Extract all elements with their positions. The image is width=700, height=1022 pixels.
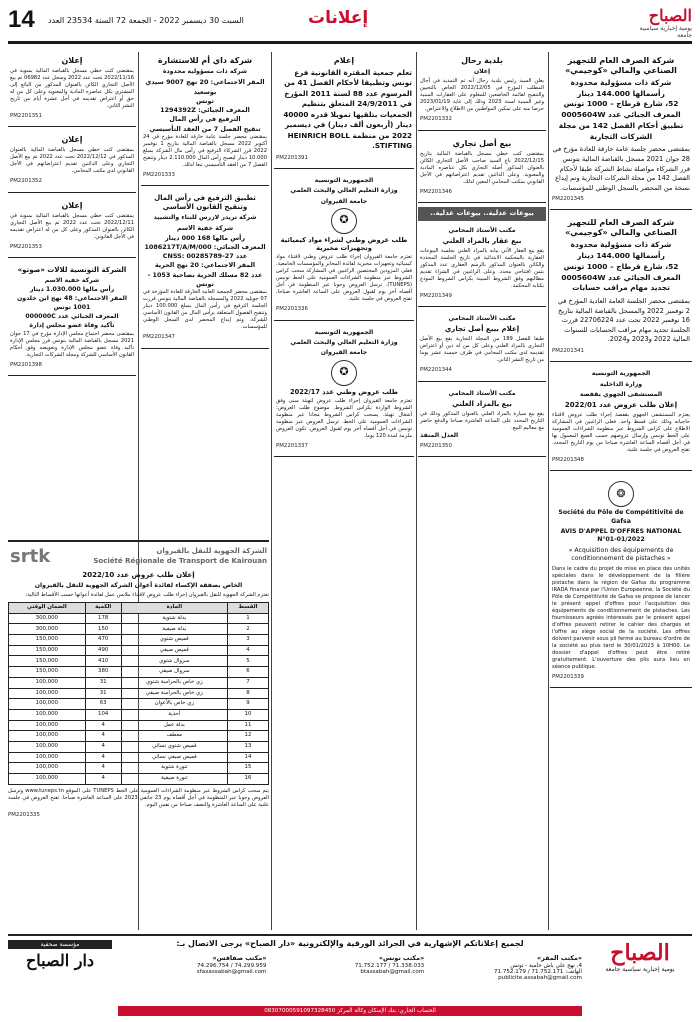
ad-ref: PM2201341: [552, 347, 584, 354]
table-cell: 100,000: [9, 699, 86, 710]
ad-ref: PM2201336: [276, 306, 308, 313]
table-cell: 63: [85, 699, 121, 710]
ad-org: الجمهورية التونسية: [314, 328, 374, 336]
table-cell: 13: [227, 741, 268, 752]
table-cell: 470: [85, 635, 121, 646]
ad-body: بمقتضى كتب خطي مسجل بالقباضة المالية بالعنوان المذكور في 2022/12/12 تحت عدد 2022 تم بيع الأصل التجاري وعلى الدائنين تقديم اعتراضاتهم في الأجل القانوني لدى مكتب المحامي.: [10, 147, 134, 175]
ad-line: رأسمالها 144.000 دينار: [577, 251, 665, 261]
logo-sub: يومية إخبارية سياسية جامعة: [605, 966, 675, 973]
table-cell: 150,000: [9, 645, 86, 656]
ad-title: مكتب الأستاذ المحامي: [448, 315, 516, 323]
ad-subheading: إعلان: [473, 68, 491, 75]
ad-line: المعرف الجبائي عدد 0005604W: [561, 110, 681, 120]
ad-gafsa-pole: [550, 475, 692, 688]
table-cell: 9: [227, 699, 268, 710]
ad-org: جامعة القيروان: [320, 197, 368, 205]
ad-subheading: شركة تريدر لازرس للبناء والتشييد: [153, 213, 257, 221]
ad-subheading: بيع بالمزاد العلني: [452, 399, 512, 408]
ad-ref: PM2201348: [552, 457, 584, 464]
table-header: الضمان الوقتي: [9, 603, 86, 614]
ad-org: المستشفى الجهوي بقفصة: [579, 390, 663, 398]
ad-title: شركة داي أم للاستشارة: [157, 56, 253, 65]
emblem-icon: ❂: [608, 481, 634, 507]
ad-capital-increase: [141, 190, 269, 348]
table-cell: 8: [227, 688, 268, 699]
ad-line: المعرف الجبائي عدد 0005604W: [561, 272, 681, 282]
table-cell: 300,000: [9, 624, 86, 635]
office-main: [434, 954, 582, 981]
page-footer: [8, 934, 692, 1016]
lots-table: [8, 602, 269, 784]
ad-body: يقع بيع العقار الآتي بيانه بالمزاد العلني بجلسة البيوعات العقارية بالمحكمة الابتدائية في تاريخ الجلسة المحددة والكائن بالعنوان المذكور بالرسم العقاري عدد المذكور بثمن افتتاحي محدد. وعلى الراغبين في الشراء تقديم مطالبهم وفق الشروط المبينة بكراس الشروط المودع بكتابة المحكمة.: [420, 247, 544, 289]
table-cell: 4: [85, 773, 121, 784]
ad-line: شركة ذات مسؤولية محدودة: [570, 78, 672, 87]
ad-title: إعلان: [61, 200, 83, 210]
ad-line: تجديد مهام مراقب حسابات: [572, 283, 670, 293]
office-title: «مكتب تونس»: [378, 954, 425, 962]
ad-judicial-sale-1: [418, 223, 546, 308]
table-cell: أحذية: [121, 709, 227, 720]
table-cell: 4: [85, 720, 121, 731]
table-cell: 16: [227, 773, 268, 784]
table-row: [9, 613, 269, 624]
office-line: الهاتف: 71.752.171 / 71.752.179: [493, 969, 582, 975]
footer-slogan: لجميع إعلاناتكم الإشهارية في الجرائد الورقية والإلكترونية «دار الصباح» يرجى الاتصال بـ:: [176, 939, 524, 948]
office-email[interactable]: sfaxassabah@gmail.com: [196, 969, 267, 975]
ad-heading: إعلان طلب عروض عدد 2022/01: [564, 401, 678, 410]
office-email[interactable]: btassabah@gmail.com: [360, 969, 425, 975]
ad-subheading: شركة ذات مسؤولية محدودة: [162, 68, 248, 75]
ad-body: بمقتضى محضر جلسة عامة خارقة للعادة مؤرخ في 24 أكتوبر 2022 مسجل بالقباضة المالية بتاريخ 1 نوفمبر 2022 قرر الشركاء الترفيع في رأس مال الشركة بمبلغ 10.000 دينار ليصبح رأس المال 2.110.000 دينار وتنقيح الفصل 7 من العقد التأسيسي تبعا لذلك.: [143, 134, 267, 169]
ad-body: بمقتضى محضر الجمعية العامة الخارقة للعادة المؤرخة في 07 جويلية 2022 والمسجلة بالقباضة المالية بتونس قررت الجلسة الترفيع في رأس المال بمبلغ 100.000 دينار وتنقيح الفصول المتعلقة برأس المال من القانون الأساسي للشركة. وتم إيداع المحضر لدى السجل الوطني للمؤسسات.: [143, 289, 267, 331]
table-row: [9, 699, 269, 710]
table-cell: 490: [85, 645, 121, 656]
ad-ref: PM2201391: [276, 154, 308, 161]
ad-line: الترفيع في رأس المال: [169, 115, 241, 124]
logo-tag: مؤسسة صحفية: [8, 940, 112, 949]
ad-line: عدد CNSS: 00285789-27: [162, 252, 248, 261]
ad-line: رأسمالها 144.000 دينار: [577, 88, 665, 98]
ad-ref: PM2201339: [552, 673, 584, 680]
table-cell: زي خاص بالحراسة صيفي: [121, 688, 227, 699]
table-cell: 12: [227, 731, 268, 742]
ad-judicial-sale-2: [418, 311, 546, 381]
ad-body: يعلن السيد رئيس بلدية رحال أنه تم التمديد في آجال المطلب المؤرخ في 2022/12/05 الخاص بالتحيين والتنقيح لقائمة الخاضعين للمعلوم على العقارات المبنية وغير المبنية لسنة 2023 وذلك إلى غاية 2023/01/19 حرصا منه على تمكين المواطنين من الاطلاع والاعتراض.: [420, 78, 544, 113]
table-cell: قميص صيفي نسائي: [121, 752, 227, 763]
srtk-name-fr: Société Régionale de Transport de Kairouan: [93, 556, 267, 565]
ad-ref: PM2201349: [420, 292, 452, 299]
ad-org: وزارة التعليم العالي والبحث العلمي: [290, 339, 398, 347]
ad-title: بلدية رحال: [461, 56, 503, 65]
table-cell: 178: [85, 613, 121, 624]
ad-subheading: AVIS D'APPEL D'OFFRES NATIONAL N°01-01/2022: [560, 528, 682, 544]
logo-sub: يومية إخبارية سياسية جامعة: [639, 25, 692, 39]
table-header: المادة: [121, 603, 227, 614]
ad-line: تأكيد وفاة عضو مجلس إدارة: [29, 321, 115, 329]
page-header: [8, 6, 692, 44]
ad-line: تونس: [196, 96, 214, 105]
ad-heading: طلب عروض وطني لشراء مواد كيميائية وتجهيزات مخبرية: [280, 235, 408, 253]
table-cell: زي خاص بالحراسة شتوي: [121, 677, 227, 688]
table-cell: 150,000: [9, 635, 86, 646]
ad-title: إعلام: [333, 56, 355, 65]
ad-body: تعلم جمعية المقترة القانونية فرع تونس وتطبيقا لأحكام الفصل 41 من المرسوم عدد 88 لسنة 2011 المؤرخ في 24/9/2011 المتعلق بتنظيم الجمعيات بتلقيها تمويلا قدره 40000 دينار (أربعون ألف دينار) في ديسمبر 2022 من منظمة HEINRICH BOLL STIFTING.: [283, 68, 412, 151]
ad-body: بمقتضى كتب خطي مسجل بالقباضة المالية بمنوبة في 2022/11/16 تحت عدد 2022 وسجل عدد 06982 تم بيع الأصل التجاري الكائن بالعنوان المذكور من البائع إلى المشتري بكل عناصره المادية والمعنوية وعلى كل من له حق أو اعتراض تقديمه في أجل عشرة أيام من تاريخ النشر الثاني.: [10, 68, 134, 110]
table-cell: 150,000: [9, 656, 86, 667]
table-cell: بدلة صيفية: [121, 624, 227, 635]
office-sfax: [118, 954, 266, 981]
ad-ref: PM2201332: [420, 116, 452, 123]
table-row: [9, 624, 269, 635]
ad-notice-1: [8, 52, 136, 127]
table-cell: زي خاص بالأعوان: [121, 699, 227, 710]
dar-assabah-logo[interactable]: [8, 940, 112, 970]
table-cell: 100,000: [9, 763, 86, 774]
table-cell: سروال شتوي: [121, 656, 227, 667]
office-title: «مكتب المقر»: [537, 954, 582, 962]
srtk-brand: [8, 542, 269, 571]
logo-main: الصباح: [648, 6, 692, 25]
ad-line: شركة ذات مسؤولية محدودة: [570, 240, 672, 250]
ad-line: المقر الاجتماعي: 20 نهج 9007 سيدي بوسعيد: [145, 78, 265, 96]
table-row: [9, 667, 269, 678]
ad-line: 52، شارع قرطاج – 1000 تونس: [563, 261, 679, 271]
date-line: السبت 30 ديسمبر 2022 - الجمعة 72 السنة 23534 العدد: [48, 16, 244, 25]
table-row: [9, 773, 269, 784]
logo-main: الصباح: [610, 940, 670, 966]
logo-main: دار الصباح: [25, 951, 95, 970]
office-line: 4، نهج علي باش حامبة - تونس: [510, 963, 582, 969]
table-cell: 31: [85, 688, 121, 699]
table-cell: بدلة شتوية: [121, 613, 227, 624]
ad-line: المقر الاجتماعي: 48 نهج ابن خلدون 1001 تونس: [16, 294, 127, 311]
ad-title: بيع أصل تجاري: [452, 138, 512, 148]
ad-subheading: الخاص بصفقة الإكساء لفائدة أعوان الشركة الجهوية للنقل بالقيروان: [34, 581, 243, 589]
table-cell: قميص شتوي: [121, 635, 227, 646]
table-row: [9, 720, 269, 731]
ad-notice-2: [8, 131, 136, 192]
ad-ref: PM2201353: [10, 243, 42, 250]
srtk-name: [93, 547, 267, 566]
table-cell: 4: [85, 752, 121, 763]
table-cell: 100,000: [9, 720, 86, 731]
table-row: [9, 752, 269, 763]
table-cell: 10: [227, 709, 268, 720]
table-row: [9, 741, 269, 752]
ad-line: المعرف الجبائي عدد 000000C: [25, 312, 119, 320]
table-row: [9, 635, 269, 646]
table-cell: بدلة عمل: [121, 720, 227, 731]
judicial-sales-banner: بيوعات عدلية.. بيوعات عدلية..: [418, 207, 546, 220]
table-cell: 1: [227, 613, 268, 624]
ad-line: عدد 82 مسلك الحرية بضاحية 1053 - تونس: [147, 270, 263, 288]
ad-org: وزارة التعليم العالي والبحث العلمي: [290, 187, 398, 195]
ad-business-sale: [418, 135, 546, 203]
table-cell: معطف: [121, 731, 227, 742]
srtk-name-ar: الشركة الجهوية للنقل بالقيروان: [156, 547, 267, 556]
table-row: [9, 731, 269, 742]
assabah-logo[interactable]: [588, 940, 692, 973]
ad-srtk-tender: [8, 540, 269, 930]
table-cell: 5: [227, 656, 268, 667]
ad-kairouan-university-1: [274, 173, 414, 321]
ad-title: الشركة التونسية للالات «صوتو»: [17, 266, 127, 275]
table-cell: 3: [227, 635, 268, 646]
column-1: [8, 52, 136, 484]
table-cell: 15: [227, 763, 268, 774]
ad-intro: تعتزم الشركة الجهوية للنقل بالقيروان إجراء طلب عروض لاقتناء ملابس عمل لفائدة أعوانها حسب الأقساط التالية:: [25, 592, 269, 599]
ad-body: تعتزم جامعة القيروان إجراء طلب عروض وطني لاقتناء مواد كيميائية وتجهيزات مخبرية لفائدة المخابر والمؤسسات الجامعية. فعلى المزودين المختصين الراغبين في المشاركة سحب كراس الشروط عبر منظومة الشراءات العمومية على الخط تونبس (TUNEPS). ترسل العروض وجوبا عبر المنظومة في أجل أقصاه آخر يوم لقبول العروض على الساعة العاشرة صباحا. تفتح العروض في جلسة علنية.: [276, 254, 412, 303]
srtk-logo: srtk: [10, 546, 51, 567]
office-title: «مكتب صفاقس»: [212, 954, 267, 962]
ad-body: يعتزم المستشفى الجهوي بقفصة إجراء طلب عروض لاقتناء حاجياته وذلك على قسط واحد. فعلى الراغبين في المشاركة الاطلاع على كراس الشروط عبر منظومة الشراءات العمومية على الخط تونبس وإرسال عروضهم حسب الصيغ المعمول بها في أجل أقصاه الساعة العاشرة صباحا من يوم التاريخ المحدد. تفتح العروض في جلسة علنية.: [552, 411, 690, 454]
ad-ref: PM2201344: [420, 367, 452, 374]
ad-title: شركة الصرف العام للتجهيز الصناعي والمالي «كوجيمي»: [565, 56, 677, 75]
column-divider: [271, 52, 272, 930]
ad-line: شركة خفية الاسم: [44, 276, 100, 284]
ad-heading: طلب عروض وطني عدد 2022/17: [290, 387, 398, 396]
ad-title: مكتب الأستاذ المحامي: [448, 389, 516, 397]
page-number: 14: [8, 6, 35, 33]
table-cell: 300,000: [9, 613, 86, 624]
ad-ref: PM2201351: [10, 113, 42, 120]
column-5: [550, 52, 692, 930]
footer-contacts: [118, 954, 582, 981]
ad-cogemi-1: [550, 52, 692, 210]
table-header: القسط: [227, 603, 268, 614]
lots-table-body: [9, 613, 269, 784]
table-header-row: [9, 603, 269, 614]
table-row: [9, 656, 269, 667]
table-row: [9, 763, 269, 774]
office-line: 71.338.033 / 71.752.177: [354, 963, 425, 969]
table-cell: 2: [227, 624, 268, 635]
table-cell: 104: [85, 709, 121, 720]
table-cell: 100,000: [9, 677, 86, 688]
ad-ref: PM2201337: [276, 443, 308, 450]
section-title: إعلانات: [308, 8, 369, 28]
table-cell: 410: [85, 656, 121, 667]
table-cell: 31: [85, 677, 121, 688]
ad-signature: العدل المنفذ: [420, 431, 459, 439]
table-cell: 100,000: [9, 773, 86, 784]
ad-ref: PM2201347: [143, 334, 175, 341]
ad-body: بمقتضى محضر الجلسة العامة العادية المؤرخ في 2 نوفمبر 2022 والمسجل بالقباضة المالية بتاريخ 16 نوفمبر 2022 تحت عدد 22706224 قررت الجلسة تجديد مهام مراقب الحسابات للسنوات المالية 2022 و2023 و2024.: [557, 297, 690, 344]
ad-subheading: « Acquisition des équipements de conditionnement de pistaches »: [568, 546, 674, 563]
table-header: الكمية: [85, 603, 121, 614]
ad-body: بمقتضى كتب خطي مسجل بالقباضة المالية بتاريخ 2022/12/15 باع السيد صاحب الأصل التجاري الكائن بالعنوان المذكور أصله التجاري بكل عناصره المادية والمعنوية. وعلى الدائنين تقديم اعتراضاتهم في الأجل القانوني بمكتب المحامي المعين لذلك.: [420, 150, 544, 185]
ad-title: مكتب الأستاذ المحامي: [448, 226, 516, 234]
ad-line: تنقيح الفصل 7 من العقد التأسيسي: [149, 124, 261, 133]
table-row: [9, 688, 269, 699]
table-cell: 380: [85, 667, 121, 678]
table-cell: تنورة شتوية: [121, 763, 227, 774]
ad-ref: PM2201335: [8, 811, 40, 818]
table-row: [9, 645, 269, 656]
column-divider: [416, 52, 417, 930]
table-cell: تنورة صيفية: [121, 773, 227, 784]
ad-gafsa-hospital: [550, 366, 692, 471]
table-cell: 14: [227, 752, 268, 763]
ad-body: يقع بيع سيارة بالمزاد العلني بالعنوان المذكور وذلك في التاريخ المحدد على الساعة العاشرة صباحا والدفع حاضر مع معاليم البيع.: [420, 410, 544, 431]
ad-line: رأس مالها 168 000 دينار: [164, 233, 246, 242]
table-cell: 150: [85, 624, 121, 635]
office-tunis: [276, 954, 424, 981]
ad-org: جامعة القيروان: [320, 349, 368, 357]
ad-subheading: بيع عقار بالمزاد العلني: [442, 236, 522, 245]
emblem-icon: ✪: [331, 208, 357, 234]
ad-cogemi-2: [550, 214, 692, 362]
table-cell: سروال صيفي: [121, 667, 227, 678]
ad-line: المعرف الجبائي: 1294392Z: [160, 106, 250, 115]
ad-org: الجمهورية التونسية: [591, 370, 651, 378]
ad-ref: PM2201333: [143, 172, 175, 179]
table-cell: 7: [227, 677, 268, 688]
table-cell: 100,000: [9, 688, 86, 699]
column-divider: [548, 52, 549, 930]
ad-kairouan-university-2: [274, 325, 414, 458]
ad-title: تطبيق الترفيع في رأس المال وتنقيح القانون الأساسي: [154, 194, 256, 212]
table-row: [9, 709, 269, 720]
ad-ref: PM2201345: [552, 196, 584, 203]
ad-line: 52، شارع قرطاج – 1000 تونس: [563, 99, 679, 109]
ad-body: تعتزم جامعة القيروان إجراء طلب عروض لتهيئة مبنى وفق الشروط الواردة بكراس الشروط. موضوع طلب العروض: أشغال تهيئة. يسحب كراس الشروط مجانا عبر منظومة الشراءات العمومية على الخط. ترسل العروض عبر منظومة تونبس في أجل أقصاه آخر يوم لقبول العروض. تكون العروض ملزمة لمدة 120 يوما.: [276, 398, 412, 440]
column-3: [274, 52, 414, 930]
table-cell: 100,000: [9, 741, 86, 752]
column-4: [418, 52, 546, 930]
ad-notice-3: [8, 197, 136, 258]
ad-heading: Société du Pôle de Compétitivité de Gafsa: [558, 509, 684, 525]
table-cell: 150,000: [9, 667, 86, 678]
ad-sotu: [8, 262, 136, 376]
ad-judicial-sale-3: [418, 386, 546, 458]
ad-line: شركة خفية الاسم: [176, 224, 234, 233]
ad-ref: PM2201350: [420, 443, 452, 450]
ad-line: المقر الاجتماعي: 20 نهج الحرية: [154, 261, 256, 270]
ad-association-notice: [274, 52, 414, 169]
ad-title: إعلان: [61, 56, 83, 65]
ad-body: بمقتضى محضر اجتماع مجلس الإدارة مؤرخ في 17 جوان 2021 مسجل بالقباضة المالية بتونس قرر مجلس الإدارة تأكيد وفاة عضو مجلس الإدارة وتعويضه وفق أحكام القانون الأساسي للشركة ومجلة الشركات التجارية.: [10, 330, 134, 358]
table-cell: 4: [85, 731, 121, 742]
ad-subheading: إعلام ببيع أصل تجاري: [444, 325, 520, 334]
ad-ref: PM2201346: [420, 188, 452, 195]
ad-title: شركة الصرف العام للتجهيز الصناعي والمالي «كوجيمي»: [565, 218, 677, 238]
ad-body: بمقتضى كتب خطي مسجل بالقباضة المالية بمنوبة في 2022/12/11 تحت عدد 2022 تم بيع الأصل التجاري الكائن بالعنوان المذكور وعلى كل من له اعتراض تقديمه في الأجل القانوني.: [10, 212, 135, 240]
ad-ref: PM2201352: [10, 178, 42, 185]
table-cell: 100,000: [9, 709, 86, 720]
bank-account-bar: الحساب الجاري: بنك الإسكان وكالة المركز 08307000591097328450: [118, 1006, 582, 1016]
ad-ref: PM2201398: [10, 361, 42, 368]
ad-line: المعرف الجبائي: 1086217T/A/M/000: [144, 242, 266, 251]
ad-body: بمقتضى محضر جلسة عامة خارقة للعادة مؤرخ في 28 جوان 2021 مسجل بالقباضة المالية بتونس قرر الشركاء مواصلة نشاط الشركة طبقا لأحكام الفصل 142 من مجلة الشركات التجارية وتم إيداع نسخة من المحضر بالسجل الوطني للمؤسسات.: [552, 145, 690, 192]
ad-body: طبقا للفصل 189 من المجلة التجارية يقع بيع الأصل التجاري بالمزاد العلني وعلى كل من له دين أو اعتراض تقديمه لدى مكتب المحامي في ظرف خمسة عشر يوما من تاريخ النشر الثاني.: [420, 336, 544, 364]
ad-org: وزارة الداخلية: [599, 380, 643, 388]
ad-body: يتم سحب كراس الشروط عبر منظومة الشراءات العمومية على الخط TUNEPS على الموقع www.tuneps.tn وترسل العروض وجوبا عبر المنظومة في أجل أقصاه يوم 23 جانفي 2023 على الساعة العاشرة صباحا. تفتح العروض في جلسة علنية على الساعة العاشرة والنصف صباحا من نفس اليوم.: [8, 787, 269, 808]
table-row: [9, 677, 269, 688]
office-email[interactable]: publicite.assabah@gmail.com: [498, 975, 582, 981]
ad-daym-consulting: [141, 52, 269, 186]
ad-body: Dans le cadre du projet de mise en place des unités spéciales dans le développement de la filière pistache dans la région de Gafsa du programme IRADA financé par l'Union Européenne, la Société du Pôle de Compétitivité de Gafsa se propose de lancer le présent appel d'offres pour l'acquisition des équipements de conditionnement de pistaches. Les fournisseurs agréés intéressés par le présent appel d'offres peuvent retirer le cahier des charges et l'offre au siège social de la société. Les offres doivent parvenir sous pli fermé au bureau d'ordre de la société au plus tard le 30/01/2023 à 10H00. Le dossier d'appel d'offres peut être retiré gratuitement. L'ouverture des plis aura lieu en séance publique.: [552, 565, 690, 670]
table-cell: 4: [85, 741, 121, 752]
table-cell: قميص شتوي نسائي: [121, 741, 227, 752]
ad-org: الجمهورية التونسية: [314, 176, 374, 184]
table-cell: 6: [227, 667, 268, 678]
table-cell: 100,000: [9, 731, 86, 742]
table-cell: 4: [227, 645, 268, 656]
ad-rahal-municipality: [418, 52, 546, 131]
ad-line: رأس مالها 1.030.000 دينار: [29, 285, 115, 293]
ad-line: تطبيق أحكام الفصل 142 من مجلة الشركات التجارية: [558, 120, 684, 141]
ad-heading: إعلان طلب عروض عدد 2022/10: [82, 571, 195, 579]
table-cell: 11: [227, 720, 268, 731]
ad-title: إعلان: [61, 135, 83, 145]
table-cell: 100,000: [9, 752, 86, 763]
newspaper-logo[interactable]: [630, 6, 692, 39]
table-cell: 4: [85, 763, 121, 774]
emblem-icon: ✪: [331, 360, 357, 386]
table-cell: قميص صيفي: [121, 645, 227, 656]
office-line: 74.299.959 / 74.296.754: [196, 963, 267, 969]
